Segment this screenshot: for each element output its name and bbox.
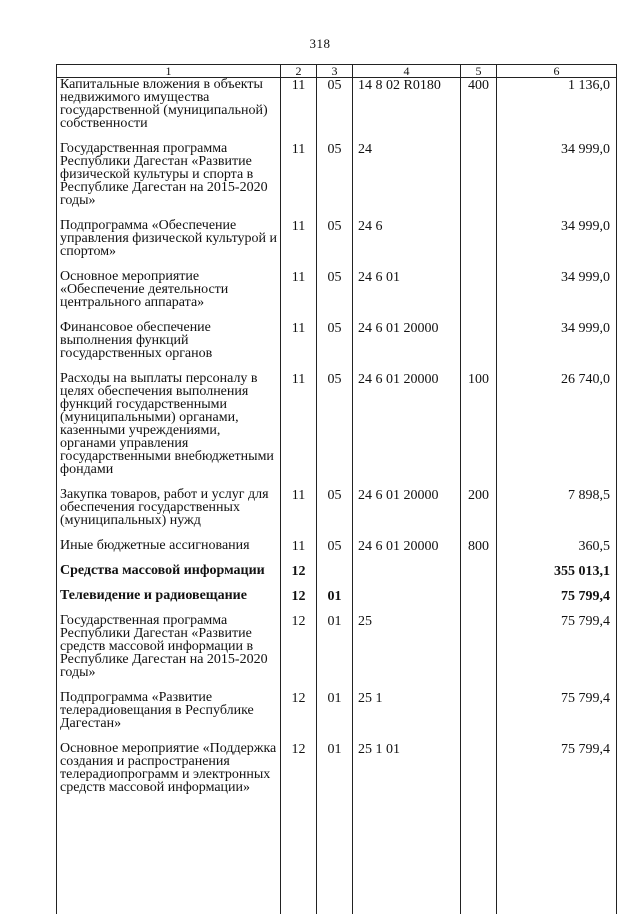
- row-expense-type-code: [461, 691, 497, 742]
- table-row: [57, 270, 617, 321]
- row-amount: 34 999,0: [497, 142, 617, 219]
- row-section-code: 12: [281, 589, 317, 614]
- row-amount: 34 999,0: [497, 321, 617, 372]
- row-expense-type-code: [461, 321, 497, 372]
- row-subsection-code: [317, 564, 353, 589]
- row-target-article-code: 24 6 01 20000: [353, 372, 461, 488]
- row-subsection-code: 05: [317, 539, 353, 564]
- row-expense-type-code: 100: [461, 372, 497, 488]
- row-name: Иные бюджетные ассигнования: [57, 539, 281, 564]
- row-name: Финансовое обеспечение выполнения функций государственных органов: [57, 321, 281, 372]
- row-section-code: 11: [281, 321, 317, 372]
- column-number: 2: [281, 65, 317, 78]
- row-expense-type-code: 800: [461, 539, 497, 564]
- table-row: [57, 564, 617, 589]
- row-subsection-code: 01: [317, 589, 353, 614]
- row-name: Государственная программа Республики Дагестан «Развитие средств массовой информации в Республике Дагестан на 2015-2020 годы»: [57, 614, 281, 691]
- row-target-article-code: 24 6 01 20000: [353, 539, 461, 564]
- table-body: [57, 78, 617, 914]
- row-amount: 75 799,4: [497, 589, 617, 614]
- table-row: [57, 372, 617, 488]
- row-name: Телевидение и радиовещание: [57, 589, 281, 614]
- empty-cell: [281, 832, 317, 914]
- row-target-article-code: [353, 564, 461, 589]
- row-target-article-code: 24: [353, 142, 461, 219]
- row-target-article-code: 24 6 01: [353, 270, 461, 321]
- table-row: [57, 742, 617, 832]
- row-amount: 34 999,0: [497, 270, 617, 321]
- row-section-code: 11: [281, 539, 317, 564]
- table-row: [57, 614, 617, 691]
- row-subsection-code: 05: [317, 78, 353, 142]
- row-section-code: 12: [281, 614, 317, 691]
- row-target-article-code: 14 8 02 R0180: [353, 78, 461, 142]
- empty-cell: [317, 832, 353, 914]
- row-expense-type-code: [461, 742, 497, 832]
- row-amount: 1 136,0: [497, 78, 617, 142]
- row-name: Средства массовой информации: [57, 564, 281, 589]
- row-name: Государственная программа Республики Дагестан «Развитие физической культуры и спорта в Республике Дагестан на 2015-2020 годы»: [57, 142, 281, 219]
- row-section-code: 12: [281, 742, 317, 832]
- column-number-row: [57, 65, 617, 78]
- row-subsection-code: 05: [317, 270, 353, 321]
- row-expense-type-code: 200: [461, 488, 497, 539]
- row-name: Основное мероприятие «Поддержка создания и распространения телерадиопрограмм и электронных средств массовой информации»: [57, 742, 281, 832]
- empty-cell: [57, 832, 281, 914]
- row-target-article-code: 25 1: [353, 691, 461, 742]
- column-number: 5: [461, 65, 497, 78]
- row-amount: 75 799,4: [497, 614, 617, 691]
- row-name: Подпрограмма «Развитие телерадиовещания в Республике Дагестан»: [57, 691, 281, 742]
- budget-table: [56, 64, 617, 914]
- table-row: [57, 142, 617, 219]
- row-amount: 355 013,1: [497, 564, 617, 589]
- page-number: 318: [0, 36, 640, 52]
- row-amount: 34 999,0: [497, 219, 617, 270]
- column-number: 1: [57, 65, 281, 78]
- row-target-article-code: 24 6 01 20000: [353, 488, 461, 539]
- table-row: [57, 691, 617, 742]
- row-target-article-code: 25 1 01: [353, 742, 461, 832]
- row-name: Капитальные вложения в объекты недвижимого имущества государственной (муниципальной) собственности: [57, 78, 281, 142]
- table-row: [57, 219, 617, 270]
- row-section-code: 11: [281, 219, 317, 270]
- row-expense-type-code: 400: [461, 78, 497, 142]
- table-filler-row: [57, 832, 617, 914]
- row-subsection-code: 05: [317, 372, 353, 488]
- row-expense-type-code: [461, 270, 497, 321]
- table-row: [57, 539, 617, 564]
- row-section-code: 11: [281, 142, 317, 219]
- row-subsection-code: 05: [317, 488, 353, 539]
- table-row: [57, 78, 617, 142]
- row-target-article-code: 25: [353, 614, 461, 691]
- column-number: 4: [353, 65, 461, 78]
- table-row: [57, 488, 617, 539]
- row-expense-type-code: [461, 614, 497, 691]
- row-name: Расходы на выплаты персоналу в целях обеспечения выполнения функций государственными (муниципальными) органами, казенными учреждениями, органами управления государственными внебюджетными фондами: [57, 372, 281, 488]
- row-name: Закупка товаров, работ и услуг для обеспечения государственных (муниципальных) нужд: [57, 488, 281, 539]
- row-name: Основное мероприятие «Обеспечение деятельности центрального аппарата»: [57, 270, 281, 321]
- row-amount: 75 799,4: [497, 691, 617, 742]
- table-row: [57, 589, 617, 614]
- row-target-article-code: [353, 589, 461, 614]
- column-number: 6: [497, 65, 617, 78]
- row-section-code: 11: [281, 270, 317, 321]
- row-amount: 26 740,0: [497, 372, 617, 488]
- row-section-code: 11: [281, 488, 317, 539]
- row-subsection-code: 05: [317, 321, 353, 372]
- empty-cell: [497, 832, 617, 914]
- empty-cell: [353, 832, 461, 914]
- table-row: [57, 321, 617, 372]
- row-expense-type-code: [461, 564, 497, 589]
- row-expense-type-code: [461, 142, 497, 219]
- row-target-article-code: 24 6 01 20000: [353, 321, 461, 372]
- row-amount: 75 799,4: [497, 742, 617, 832]
- column-number: 3: [317, 65, 353, 78]
- row-expense-type-code: [461, 589, 497, 614]
- row-name: Подпрограмма «Обеспечение управления физической культурой и спортом»: [57, 219, 281, 270]
- row-target-article-code: 24 6: [353, 219, 461, 270]
- row-subsection-code: 05: [317, 219, 353, 270]
- row-expense-type-code: [461, 219, 497, 270]
- row-subsection-code: 01: [317, 614, 353, 691]
- empty-cell: [461, 832, 497, 914]
- row-subsection-code: 01: [317, 691, 353, 742]
- row-amount: 7 898,5: [497, 488, 617, 539]
- row-amount: 360,5: [497, 539, 617, 564]
- row-section-code: 11: [281, 372, 317, 488]
- row-subsection-code: 05: [317, 142, 353, 219]
- row-section-code: 12: [281, 564, 317, 589]
- row-section-code: 11: [281, 78, 317, 142]
- row-section-code: 12: [281, 691, 317, 742]
- row-subsection-code: 01: [317, 742, 353, 832]
